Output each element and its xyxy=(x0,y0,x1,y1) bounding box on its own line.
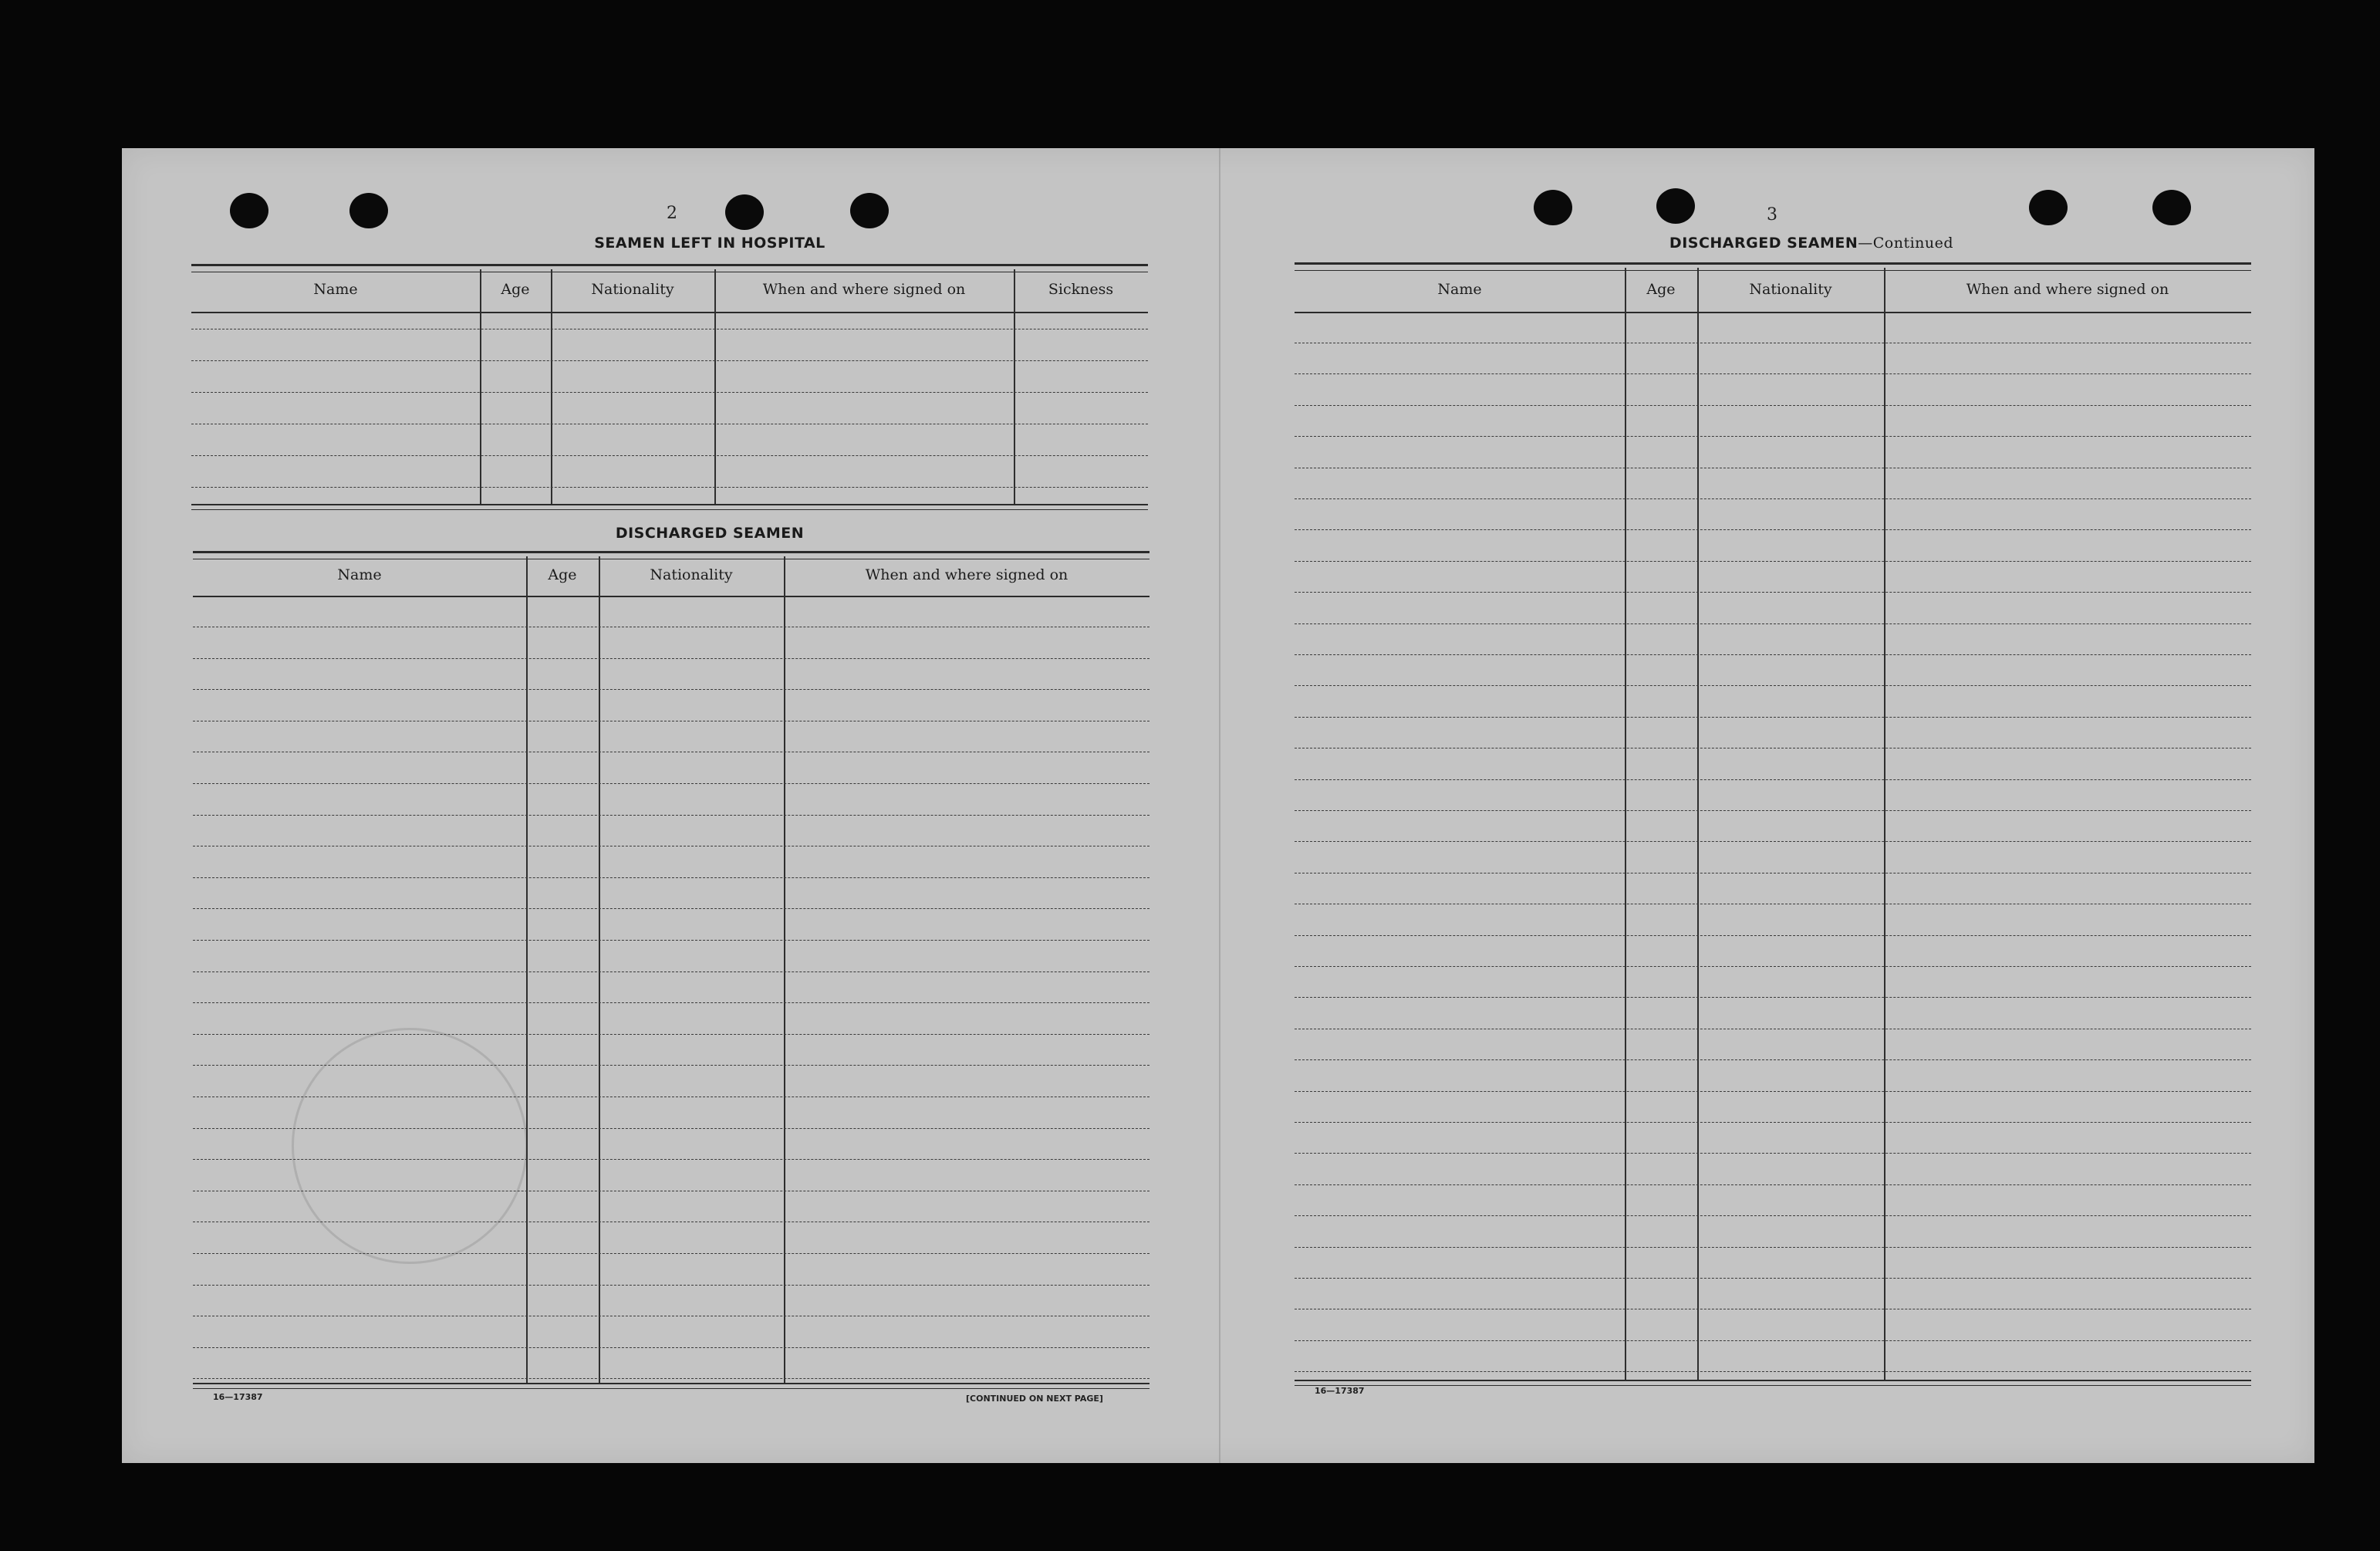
ruled-row-line xyxy=(193,971,1149,972)
column-header-signed-on: When and where signed on xyxy=(762,281,966,298)
ruled-row-line xyxy=(193,908,1149,909)
ruled-row-line xyxy=(1295,405,2251,406)
ruled-row-line xyxy=(1295,1278,2251,1279)
ruled-row-line xyxy=(193,689,1149,690)
ruled-row-line xyxy=(193,1378,1149,1379)
punch-hole xyxy=(850,193,889,228)
column-header-sickness: Sickness xyxy=(1048,281,1114,298)
ruled-row-line xyxy=(193,1002,1149,1003)
page-number-right: 3 xyxy=(1767,205,1777,225)
column-header-name: Name xyxy=(313,281,358,298)
ruled-row-line xyxy=(193,815,1149,816)
column-divider xyxy=(526,556,528,1384)
page-number-left: 2 xyxy=(667,204,677,223)
ruled-row-line xyxy=(1295,779,2251,780)
ruled-row-line xyxy=(1295,1215,2251,1216)
form-sheet xyxy=(122,148,2314,1463)
ruled-row-line xyxy=(193,1253,1149,1254)
ruled-row-line xyxy=(1295,685,2251,686)
ruled-row-line xyxy=(193,658,1149,659)
ruled-row-line xyxy=(1295,373,2251,374)
ruled-row-line xyxy=(193,877,1149,878)
discharged-continued-title-suffix: —Continued xyxy=(1858,235,1954,252)
ruled-row-line xyxy=(191,487,1148,488)
column-divider xyxy=(599,556,600,1384)
ruled-row-line xyxy=(193,1128,1149,1129)
ruled-row-line xyxy=(1295,654,2251,655)
column-divider xyxy=(551,269,552,505)
hospital-section-title: SEAMEN LEFT IN HOSPITAL xyxy=(594,235,825,252)
column-divider xyxy=(1014,269,1015,505)
ruled-row-line xyxy=(193,1065,1149,1066)
ruled-row-line xyxy=(1295,1122,2251,1123)
punch-hole xyxy=(230,193,268,228)
ruled-row-line xyxy=(193,1034,1149,1035)
ruled-row-line xyxy=(1295,1091,2251,1092)
ruled-row-line xyxy=(1295,841,2251,842)
hospital-table xyxy=(191,264,1148,511)
ruled-row-line xyxy=(191,392,1148,393)
ruled-row-line xyxy=(1295,1059,2251,1060)
discharged-section-title: DISCHARGED SEAMEN xyxy=(615,525,805,542)
column-header-signed-on: When and where signed on xyxy=(1966,281,2169,298)
column-header-nationality: Nationality xyxy=(650,566,733,583)
column-header-age: Age xyxy=(548,566,577,583)
continued-note: [CONTINUED ON NEXT PAGE] xyxy=(966,1394,1103,1404)
column-header-signed-on: When and where signed on xyxy=(865,566,1068,583)
form-number-right: 16—17387 xyxy=(1315,1386,1365,1396)
punch-hole xyxy=(349,193,388,228)
ruled-row-line xyxy=(1295,436,2251,437)
ruled-row-line xyxy=(1295,498,2251,499)
ruled-row-line xyxy=(1295,1371,2251,1372)
table-bottom-border xyxy=(1295,1380,2251,1386)
ruled-row-line xyxy=(193,1285,1149,1286)
column-divider xyxy=(1884,268,1885,1380)
ruled-row-line xyxy=(1295,1340,2251,1341)
discharged-continued-table xyxy=(1295,262,2251,1389)
ruled-row-line xyxy=(1295,935,2251,936)
ruled-row-line xyxy=(193,1159,1149,1160)
header-underline xyxy=(191,312,1148,313)
ruled-row-line xyxy=(191,455,1148,456)
column-divider xyxy=(714,269,716,505)
column-divider xyxy=(480,269,481,505)
table-top-border xyxy=(193,551,1149,559)
ruled-row-line xyxy=(193,940,1149,941)
punch-hole xyxy=(2152,190,2191,225)
ruled-row-line xyxy=(193,783,1149,784)
ruled-row-line xyxy=(1295,810,2251,811)
table-top-border xyxy=(191,264,1148,272)
column-header-age: Age xyxy=(1646,281,1676,298)
punch-hole xyxy=(725,194,764,230)
center-fold xyxy=(1219,148,1220,1463)
discharged-continued-title-main: DISCHARGED SEAMEN xyxy=(1669,235,1858,252)
ruled-row-line xyxy=(1295,561,2251,562)
punch-hole xyxy=(2029,190,2068,225)
punch-hole xyxy=(1656,188,1695,224)
ruled-row-line xyxy=(1295,1247,2251,1248)
ruled-row-line xyxy=(1295,529,2251,530)
discharged-table xyxy=(193,551,1149,1400)
header-underline xyxy=(193,596,1149,597)
ruled-row-line xyxy=(191,360,1148,361)
ruled-row-line xyxy=(1295,717,2251,718)
table-bottom-border xyxy=(191,504,1148,510)
column-divider xyxy=(1697,268,1699,1380)
ruled-row-line xyxy=(193,1347,1149,1348)
ruled-row-line xyxy=(1295,966,2251,967)
column-header-age: Age xyxy=(501,281,530,298)
table-bottom-border xyxy=(193,1383,1149,1389)
form-number-left: 16—17387 xyxy=(213,1392,263,1402)
column-header-name: Name xyxy=(1437,281,1482,298)
table-top-border xyxy=(1295,262,2251,271)
ruled-row-line xyxy=(1295,623,2251,624)
column-header-nationality: Nationality xyxy=(1749,281,1832,298)
column-divider xyxy=(1625,268,1626,1380)
column-header-nationality: Nationality xyxy=(591,281,674,298)
ruled-row-line xyxy=(1295,592,2251,593)
column-header-name: Name xyxy=(337,566,382,583)
ruled-row-line xyxy=(1295,1153,2251,1154)
punch-hole xyxy=(1534,190,1572,225)
ruled-row-line xyxy=(1295,1184,2251,1185)
ruled-row-line xyxy=(1295,997,2251,998)
header-underline xyxy=(1295,312,2251,313)
column-divider xyxy=(784,556,785,1384)
discharged-continued-title xyxy=(1588,235,2035,252)
